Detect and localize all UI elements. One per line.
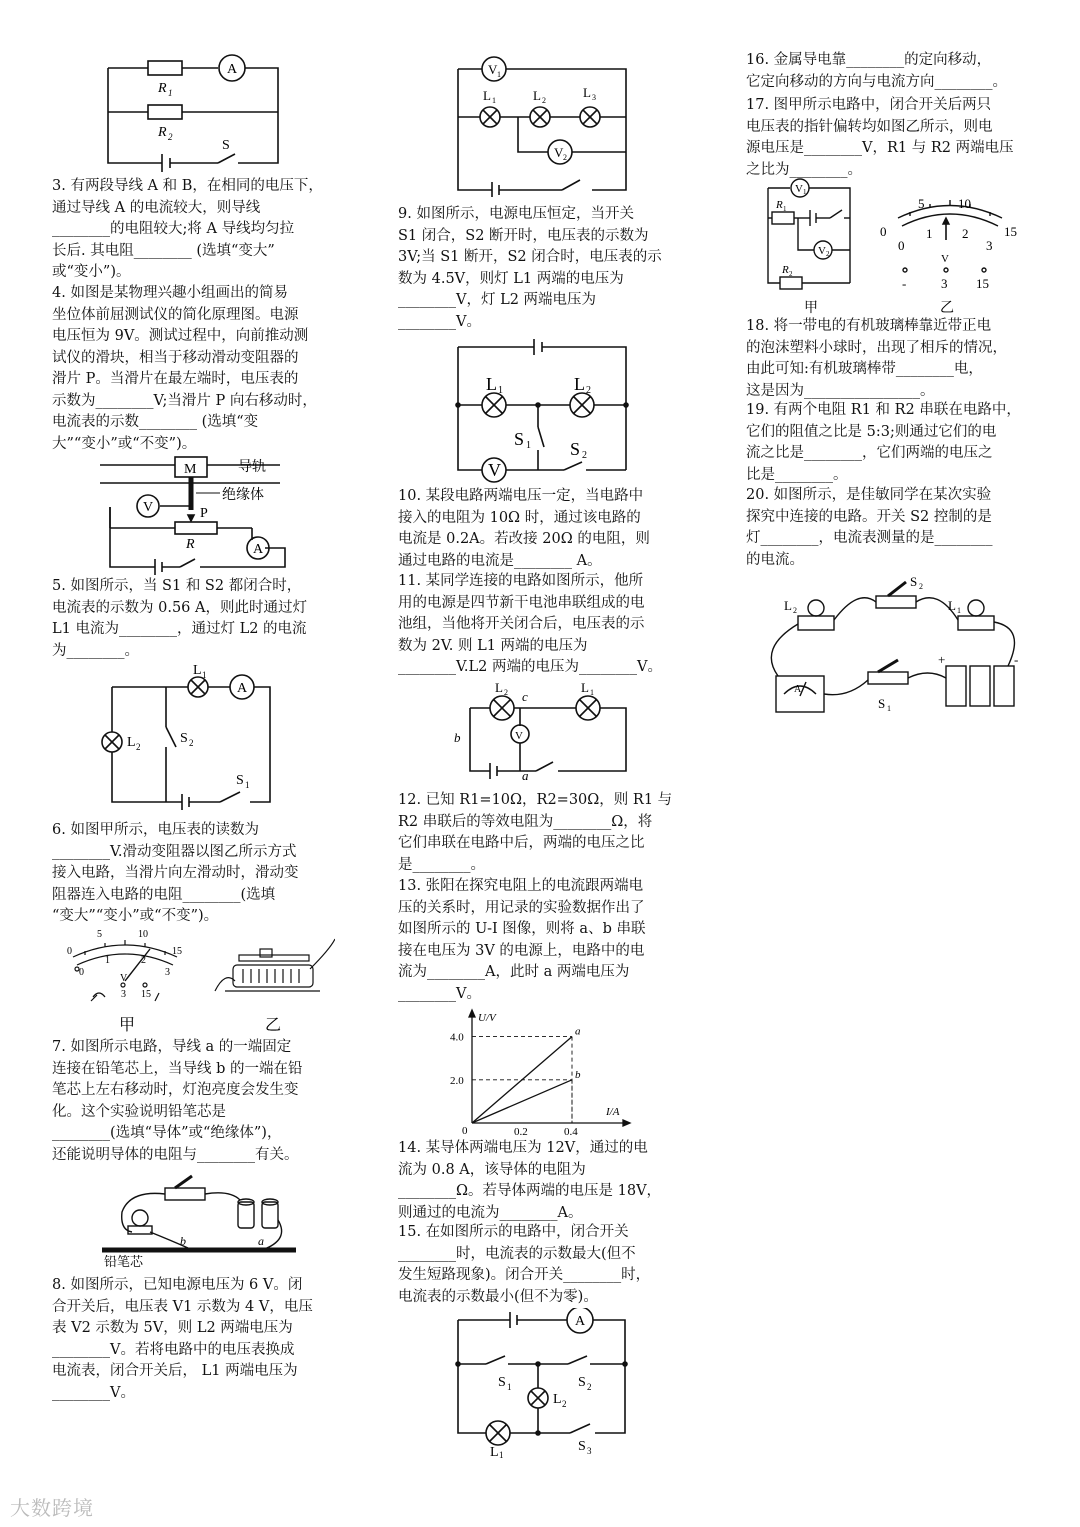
l1-label: L [581, 680, 589, 695]
scale-bot-1: 1 [926, 226, 933, 241]
wire-b-label: b [180, 1234, 186, 1248]
l2-sub: 2 [562, 1399, 567, 1409]
question-17: 17. 图甲所示电路中，闭合开关后两只 电压表的指针偏转均如图乙所示，则电 源电压是________V，R1 与 R2 两端电压 之比为________。 [746, 97, 1014, 178]
r1-sub: 1 [168, 88, 173, 98]
circuit-q9 [452, 335, 637, 485]
l1-sub: 1 [957, 606, 961, 615]
v1-sub: 1 [803, 188, 807, 196]
terminal-3: 3 [941, 276, 948, 291]
scale-bot-1: 1 [105, 955, 110, 966]
figure-q20-physical-circuit [758, 568, 1028, 723]
question-19: 19. 有两个电阻 R1 和 R2 串联在电路中， 它们的阻值之比是 5:3;则通过它们的电 流之比是________，它们两端的电压之 比是________。 [746, 402, 1021, 483]
terminal-minus: - [902, 276, 907, 291]
question-18: 18. 将一带电的有机玻璃棒靠近带正电 的泡沫塑料小球时，出现了相斥的情况， 由此可知:有机玻璃棒带________电， 这是因为________________。 [746, 318, 1007, 399]
label-jia: 甲 [119, 1017, 136, 1034]
figure-q7-pencil-circuit [100, 1170, 300, 1270]
question-12: 12. 已知 R1=10Ω，R2=30Ω，则 R1 与 R2 串联后的等效电阻为________Ω，将 它们串联在电路中后，两端的电压之比 是________。 [398, 792, 673, 873]
l1-label: L [948, 598, 956, 613]
terminal-3: 3 [121, 989, 126, 1000]
question-3: 3. 有两段导线 A 和 B，在相同的电压下， 通过导线 A 的电流较大，则导线 ________的电阻较大;将 A 导线均匀拉 长后. 其电阻________ (选填“变大” 或“变小”)。 [52, 178, 323, 280]
question-6: 6. 如图甲所示，电压表的读数为 ________V.滑动变阻器以图乙所示方式 接入电路，当滑片向左滑动时，滑动变 阻器连入电路的电阻________(选填 “变大”“变小”或“不变”)。 [52, 822, 299, 924]
x-axis-label: I/A [606, 1106, 620, 1118]
l2-label: L [553, 1392, 562, 1407]
scale-top-5: 5 [918, 196, 925, 211]
scale-bot-0: 0 [898, 238, 905, 253]
rail-label: 导轨 [238, 460, 266, 475]
scale-bot-3: 3 [986, 238, 993, 253]
l1-sub: 1 [499, 1450, 504, 1458]
scale-top-10: 10 [958, 196, 971, 211]
circuit-q4 [100, 455, 300, 575]
question-16: 16. 金属导电靠________的定向移动， 它定向移动的方向与电流方向________。 [746, 52, 1007, 90]
l1-label: L [486, 374, 497, 394]
ammeter-label: A [575, 1314, 586, 1329]
v2-label: V [818, 245, 826, 257]
s1-label: S [498, 1375, 506, 1390]
scale-top-10: 10 [138, 929, 148, 940]
s2-sub: 2 [587, 1382, 592, 1392]
l1-sub: 1 [498, 385, 503, 396]
l1-sub: 1 [590, 688, 594, 697]
ammeter-label: A [237, 681, 248, 696]
l2-label: L [574, 374, 585, 394]
s1-label: S [514, 429, 525, 449]
y-axis-label: U/V [478, 1012, 496, 1024]
insulator-label: 绝缘体 [222, 488, 264, 503]
scale-top-0: 0 [67, 946, 72, 957]
l1-label: L [193, 663, 202, 678]
scale-top-5: 5 [97, 929, 102, 940]
l2-label: L [127, 735, 136, 750]
figure-q6-meter-rheostat [55, 925, 335, 1037]
s2-label: S [180, 731, 188, 746]
label-yi: 乙 [265, 1017, 282, 1034]
s2-sub: 2 [919, 582, 923, 591]
meter-label: A [794, 684, 802, 695]
terminal-15: 15 [976, 276, 989, 291]
question-14: 14. 某导体两端电压为 12V，通过的电 流为 0.8 A，该导体的电阻为 ________Ω。若导体两端的电压是 18V， 则通过的电流为________A。 [398, 1140, 662, 1221]
r1-label: R [776, 199, 783, 211]
scale-bot-0: 0 [79, 967, 84, 978]
ui-chart [448, 1005, 638, 1143]
scale-bot-2: 2 [141, 955, 146, 966]
l2-sub: 2 [586, 385, 591, 396]
label-yi: 乙 [940, 301, 954, 316]
question-4: 4. 如图是某物理兴趣小组画出的简易 坐位体前屈测试仪的简化原理图。电源 电压恒为 9V。测试过程中，向前推动测 试仪的滑块，相当于移动滑动变阻器的 滑片 P。当滑片在最左端时，电压表的 示数为________V;当滑片 P 向右移动时， 电流表的示数________ (选填“变 大”“变小”或“不变”)。 [52, 285, 317, 452]
scale-bot-2: 2 [962, 226, 969, 241]
series-line-b [472, 1080, 572, 1123]
terminal-15: 15 [141, 989, 151, 1000]
battery-plus: + [938, 652, 946, 667]
s1-sub: 1 [507, 1382, 512, 1392]
node-b: b [454, 730, 461, 745]
r1-sub: 1 [783, 205, 787, 213]
v1-sub: 1 [497, 70, 501, 79]
l2-sub: 2 [504, 688, 508, 697]
node-c: c [522, 689, 528, 704]
v2-sub: 2 [826, 250, 830, 258]
battery-minus: - [1014, 652, 1019, 667]
circuit-q15 [450, 1308, 635, 1458]
r1-label: R [158, 81, 167, 96]
origin-label: 0 [462, 1125, 468, 1137]
circuit-q11 [448, 676, 638, 786]
x-tick-label: 0.4 [564, 1126, 578, 1138]
question-11: 11. 某同学连接的电路如图所示，他所 用的电源是四节新干电池串联组成的电 池组，当他将开关闭合后，电压表的示 数为 2V. 则 L1 两端的电压为 ________V.L2 两端的电压为________V。 [398, 573, 662, 675]
l2-label: L [495, 680, 503, 695]
question-5: 5. 如图所示，当 S1 和 S2 都闭合时， 电流表的示数为 0.56 A，则此时通过灯 L1 电流为________，通过灯 L2 的电流 为________。 [52, 578, 307, 659]
s2-label: S [578, 1375, 586, 1390]
wire-a-label: a [258, 1234, 264, 1248]
s1-label: S [236, 773, 244, 788]
question-9: 9. 如图所示，电源电压恒定，当开关 S1 闭合，S2 断开时，电压表的示数为 3V;当 S1 断开，S2 闭合时，电压表的示 数为 4.5V，则灯 L1 两端的电压为 ________V，灯 L2 两端电压为 ________V。 [398, 206, 662, 330]
series-label-b: b [575, 1068, 581, 1081]
l1-sub: 1 [202, 670, 207, 680]
s3-sub: 3 [587, 1446, 592, 1456]
v2-label: V [554, 145, 564, 160]
l2-sub: 2 [136, 742, 141, 752]
l2-sub: 2 [542, 96, 546, 105]
watermark: 大数跨境 [10, 1496, 94, 1520]
l1-label: L [483, 88, 491, 103]
node-a: a [522, 768, 529, 783]
scale-top-15: 15 [172, 946, 182, 957]
question-13: 13. 张阳在探究电阻上的电流跟两端电 压的关系时，用记录的实验数据作出了 如图所示的 U-I 图像，则将 a、b 串联 接在电压为 3V 的电源上，电路中的电 流为________A，此时 a 两端电压为 ________V。 [398, 878, 646, 1002]
l2-sub: 2 [793, 606, 797, 615]
l3-label: L [583, 85, 591, 100]
s1-sub: 1 [526, 440, 531, 451]
scale-top-15: 15 [1004, 224, 1017, 239]
s3-label: S [578, 1439, 586, 1454]
voltmeter-label: V [143, 500, 154, 515]
label-jia: 甲 [804, 301, 818, 316]
question-7: 7. 如图所示电路，导线 a 的一端固定 连接在铅笔芯上，当导线 b 的一端在铅 笔芯上左右移动时，灯泡亮度会发生变 化。这个实验说明铅笔芯是 ________(选填“导体”或“绝缘体”)， 还能说明导体的电阻与________有关。 [52, 1039, 303, 1163]
series-label-a: a [575, 1025, 581, 1038]
s1-label: S [878, 696, 886, 711]
circuit-q8 [452, 52, 632, 197]
scale-bot-3: 3 [165, 967, 170, 978]
ammeter-label: A [253, 542, 264, 557]
question-10: 10. 某段电路两端电压一定，当电路中 接入的电阻为 10Ω 时，通过该电路的 电流是 0.2A。若改接 20Ω 的电阻，则 通过电路的电流是________ A。 [398, 488, 650, 569]
voltmeter-label: V [488, 460, 501, 480]
r-label: R [186, 537, 195, 552]
scale-top-0: 0 [880, 224, 887, 239]
r2-label: R [782, 264, 789, 276]
s1-sub: 1 [887, 704, 891, 713]
question-15: 15. 在如图所示的电路中，闭合开关 ________时，电流表的示数最大(但不 发生短路现象)。闭合开关________时， 电流表的示数最小(但不为零)。 [398, 1224, 651, 1305]
figure-q17 [750, 178, 1040, 318]
pencil-label: 铅笔芯 [104, 1254, 144, 1269]
r2-sub: 2 [168, 132, 173, 142]
r2-sub: 2 [789, 270, 793, 278]
switch-label: S [222, 138, 230, 153]
slider-m-label: M [184, 462, 197, 477]
circuit-top-left [100, 48, 300, 173]
p-label: P [200, 506, 208, 521]
l1-sub: 1 [492, 96, 496, 105]
l3-sub: 3 [592, 93, 596, 102]
circuit-q5 [100, 662, 290, 812]
v2-sub: 2 [563, 153, 567, 162]
s2-label: S [910, 574, 918, 589]
v1-label: V [795, 183, 803, 195]
y-tick-label: 2.0 [450, 1074, 464, 1087]
y-tick-label: 4.0 [450, 1031, 464, 1044]
l1-label: L [490, 1445, 499, 1458]
s2-label: S [570, 439, 581, 459]
question-8: 8. 如图所示，已知电源电压为 6 V。闭 合开关后，电压表 V1 示数为 4 V，电压 表 V2 示数为 5V，则 L2 两端电压为 ________V。若将电路中的电压表换成 电流表，闭合开关后， L1 两端电压为 ________V。 [52, 1277, 313, 1401]
unit-v: V [941, 253, 949, 265]
v1-label: V [488, 62, 498, 77]
l2-label: L [533, 88, 541, 103]
r2-label: R [158, 125, 167, 140]
ammeter-label: A [227, 62, 238, 77]
voltmeter-label: V [515, 730, 523, 742]
l2-label: L [784, 598, 792, 613]
x-tick-label: 0.2 [514, 1126, 528, 1138]
s2-sub: 2 [189, 738, 194, 748]
s2-sub: 2 [582, 450, 587, 461]
question-20: 20. 如图所示，是佳敏同学在某次实验 探究中连接的电路。开关 S2 控制的是 灯________，电流表测量的是________ 的电流。 [746, 487, 993, 568]
s1-sub: 1 [245, 780, 250, 790]
unit-v: V [120, 973, 128, 984]
